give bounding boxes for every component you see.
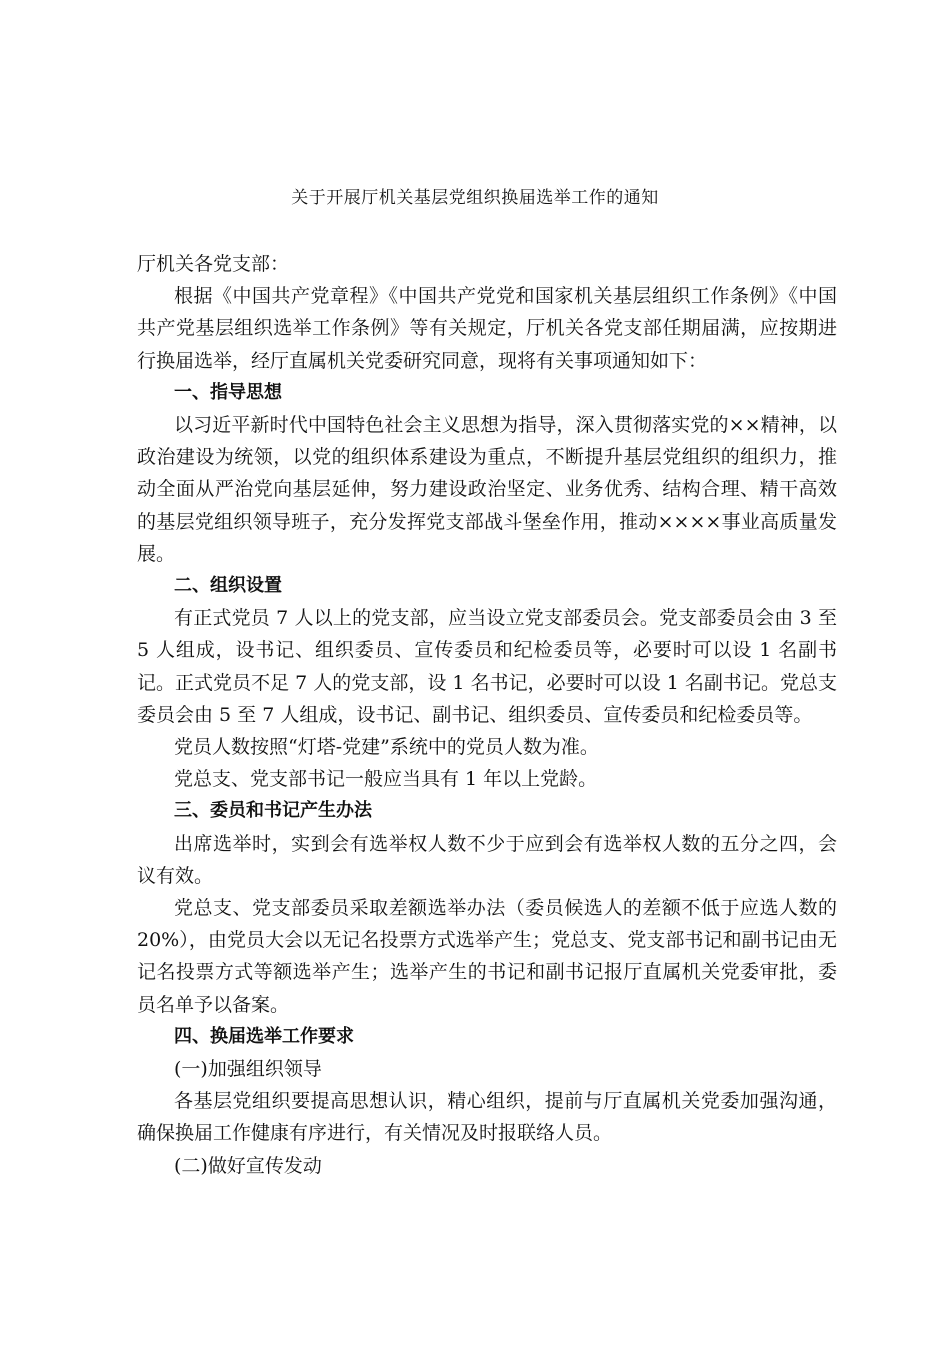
subsection-label-publicity: (二)做好宣传发动 <box>174 1154 322 1177</box>
quorum-paragraph: 出席选举时，实到会有选举权人数不少于应到会有选举权人数的五分之四，会议有效。 <box>137 832 837 887</box>
party-age-paragraph: 党总支、党支部书记一般应当具有 1 年以上党龄。 <box>174 768 598 791</box>
guiding-thought-paragraph: 以习近平新时代中国特色社会主义思想为指导，深入贯彻落实党的××精神，以政治建设为统领，以党的组织体系建设为重点，不断提升基层党组织的组织力，推动全面从严治党向基层延伸，努力建设政治坚定、业务优秀、结构合理、精干高效的基层党组织领导班子，充分发挥党支部战斗堡垒作用，推动××××事业高质量发展。 <box>137 414 837 565</box>
section-heading-requirements: 四、换届选举工作要求 <box>174 1025 354 1047</box>
subsection-label-leadership: (一)加强组织领导 <box>174 1058 322 1081</box>
member-count-paragraph: 党员人数按照“灯塔-党建”系统中的党员人数为准。 <box>174 736 599 759</box>
section-heading-guiding-thought: 一、指导思想 <box>174 381 282 403</box>
document-title: 关于开展厅机关基层党组织换届选举工作的通知 <box>291 188 659 208</box>
election-method-paragraph: 党总支、党支部委员采取差额选举办法（委员候选人的差额不低于应选人数的 20%），由党员大会以无记名投票方式选举产生；党总支、党支部书记和副书记由无记名投票方式等额选举产生；选举产生的书记和副书记报厅直属机关党委审批，委员名单予以备案。 <box>137 897 837 1016</box>
section-heading-election-method: 三、委员和书记产生办法 <box>174 800 372 822</box>
salutation: 厅机关各党支部： <box>137 253 290 275</box>
intro-paragraph: 根据《中国共产党章程》《中国共产党党和国家机关基层组织工作条例》《中国共产党基层组织选举工作条例》等有关规定，厅机关各党支部任期届满，应按期进行换届选举，经厅直属机关党委研究同意，现将有关事项通知如下： <box>137 285 837 372</box>
organization-paragraph: 有正式党员 7 人以上的党支部，应当设立党支部委员会。党支部委员会由 3 至 5 人组成，设书记、组织委员、宣传委员和纪检委员等，必要时可以设 1 名副书记。正式党员不足 7 人的党支部，设 1 名书记，必要时可以设 1 名副书记。党总支委员会由 5 至 7 人组成，设书记、副书记、组织委员、宣传委员和纪检委员等。 <box>137 607 837 726</box>
section-heading-organization: 二、组织设置 <box>174 575 282 597</box>
leadership-paragraph: 各基层党组织要提高思想认识，精心组织，提前与厅直属机关党委加强沟通，确保换届工作健康有序进行，有关情况及时报联络人员。 <box>137 1090 837 1145</box>
document-body <box>137 248 837 1182</box>
